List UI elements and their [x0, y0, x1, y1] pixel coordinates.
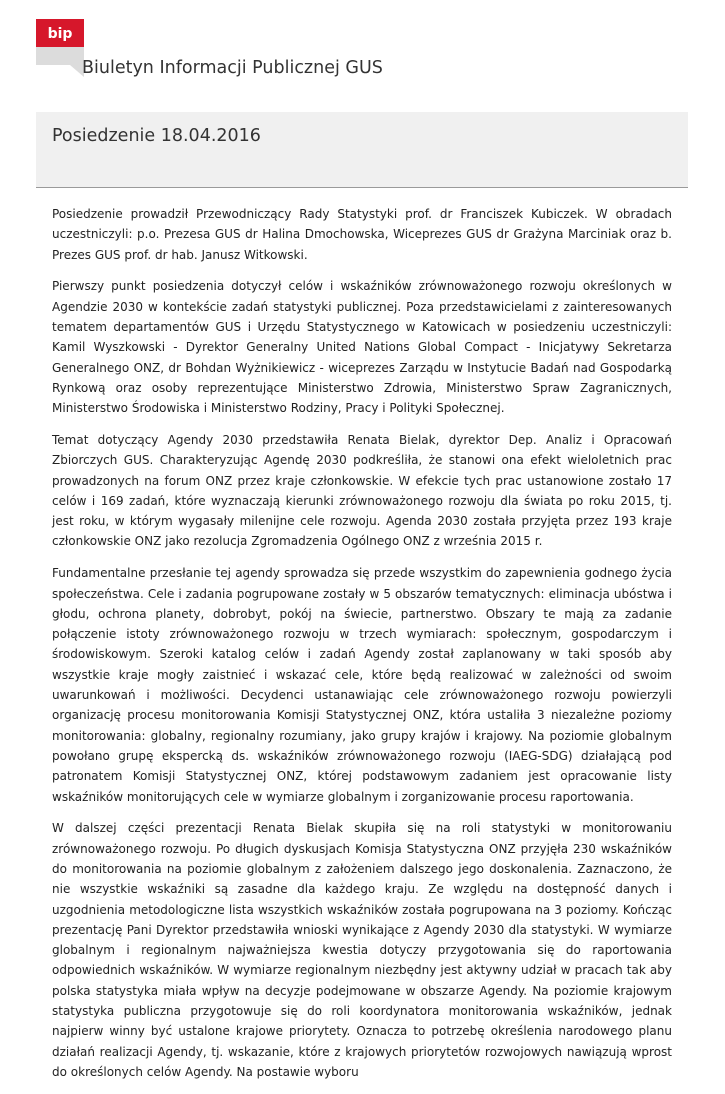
page-title-band — [36, 112, 688, 188]
site-title[interactable]: Biuletyn Informacji Publicznej GUS — [82, 58, 383, 78]
paragraph: Temat dotyczący Agendy 2030 przedstawiła Renata Bielak, dyrektor Dep. Analiz i Opracowań Zbiorczych GUS. Charakteryzując Agendę 2030 podkreśliła, że stanowi ona efekt wieloletnich prac prowadzonych na forum ONZ przez kraje członkowskie. W efekcie tych prac ustanowione zostało 17 celów i 169 zadań, które wyznaczają kierunki zrównoważonego rozwoju dla świata po roku 2015, tj. jest roku, w którym wygasały milenijne cele rozwoju. Agenda 2030 została przyjęta przez 193 kraje członkowskie ONZ jako rezolucja Zgromadzenia Ogólnego ONZ z września 2015 r. — [52, 432, 672, 549]
paragraph: Fundamentalne przesłanie tej agendy sprowadza się przede wszystkim do zapewnienia godnego życia społeczeństwa. Cele i zadania pogrupowane zostały w 5 obszarów tematycznych: eliminacja ubóstwa i głodu, ochrona planety, dobrobyt, pokój na świecie, partnerstwo. Obszary te mają za zadanie połączenie istoty zrównoważonego rozwoju w trzech wymiarach: społecznym, gospodarczym i środowiskowym. Szeroki katalog celów i zadań Agendy został zaplanowany w taki sposób aby wszystkie kraje mogły zaistnieć i wskazać cele, które będą realizować w zależności od swoim uwarunkowań i możliwości. Decydenci ustanawiając cele zrównoważonego rozwoju powierzyli organizację procesu monitorowania Komisji Statystycznej ONZ, która ustaliła 3 niezależne poziomy monitorowania: globalny, regionalny rozumiany, jako grupy krajów i krajowy. Na poziomie globalnym powołano grupę ekspercką ds. wskaźników zrównoważonego rozwoju (IAEG-SDG) działającą pod patronatem Komisji Statystycznej ONZ, której podstawowym zadaniem jest opracowanie listy wskaźników monitorujących cele w wymiarze globalnym i zorganizowanie procesu raportowania. — [52, 566, 672, 804]
bip-logo[interactable] — [36, 19, 84, 77]
page-title: Posiedzenie 18.04.2016 — [52, 126, 261, 146]
bip-logo-text: bip — [47, 26, 73, 42]
paragraph: Posiedzenie prowadził Przewodniczący Rady Statystyki prof. dr Franciszek Kubiczek. W obradach uczestniczyli: p.o. Prezesa GUS dr Halina Dmochowska, Wiceprezes GUS dr Grażyna Marciniak oraz b. Prezes GUS prof. dr hab. Janusz Witkowski. — [52, 207, 672, 262]
paragraph: W dalszej części prezentacji Renata Bielak skupiła się na roli statystyki w monitorowaniu zrównoważonego rozwoju. Po długich dyskusjach Komisja Statystyczna ONZ przyjęła 230 wskaźników do monitorowania na poziomie globalnym z założeniem dalszego jego doskonalenia. Zaznaczono, że nie wszystkie wskaźniki są zasadne dla każdego kraju. Ze względu na dostępność danych i uzgodnienia metodologiczne lista wszystkich wskaźników została pogrupowana na 3 poziomy. Kończąc prezentację Pani Dyrektor przedstawiła wnioski wynikające z Agendy 2030 dla statystyki. W wymiarze globalnym i regionalnym najważniejsza kwestia dotyczy przygotowania się do raportowania odpowiednich wskaźników. W wymiarze regionalnym niezbędny jest aktywny udział w pracach tak aby polska statystyka miała wpływ na decyzje podejmowane w obszarze Agendy. Na poziomie krajowym statystyka publiczna przygotowuje się do roli koordynatora monitorowania wskaźników, jednak najpierw winny być ustalone krajowe priorytety. Oznacza to potrzebę określenia narodowego planu działań realizacji Agendy, tj. wskazanie, które z krajowych priorytetów rozwojowych nawiązują wprost do określonych celów Agendy. Na postawie wyboru — [52, 821, 672, 1079]
paragraph: Pierwszy punkt posiedzenia dotyczył celów i wskaźników zrównoważonego rozwoju określonych w Agendzie 2030 w kontekście zadań statystyki publicznej. Poza przedstawicielami z zainteresowanych tematem departamentów GUS i Urzędu Statystycznego w Katowicach w posiedzeniu uczestniczyli: Kamil Wyszkowski - Dyrektor Generalny United Nations Global Compact - Inicjatywy Sekretarza Generalnego ONZ, dr Bohdan Wyżnikiewicz - wiceprezes Zarządu w Instytucie Badań nad Gospodarką Rynkową oraz osoby reprezentujące Ministerstwo Zdrowia, Ministerstwo Spraw Zagranicznych, Ministerstwo Środowiska i Ministerstwo Rodziny, Pracy i Polityki Społecznej. — [52, 279, 672, 416]
article-body — [52, 204, 672, 1094]
